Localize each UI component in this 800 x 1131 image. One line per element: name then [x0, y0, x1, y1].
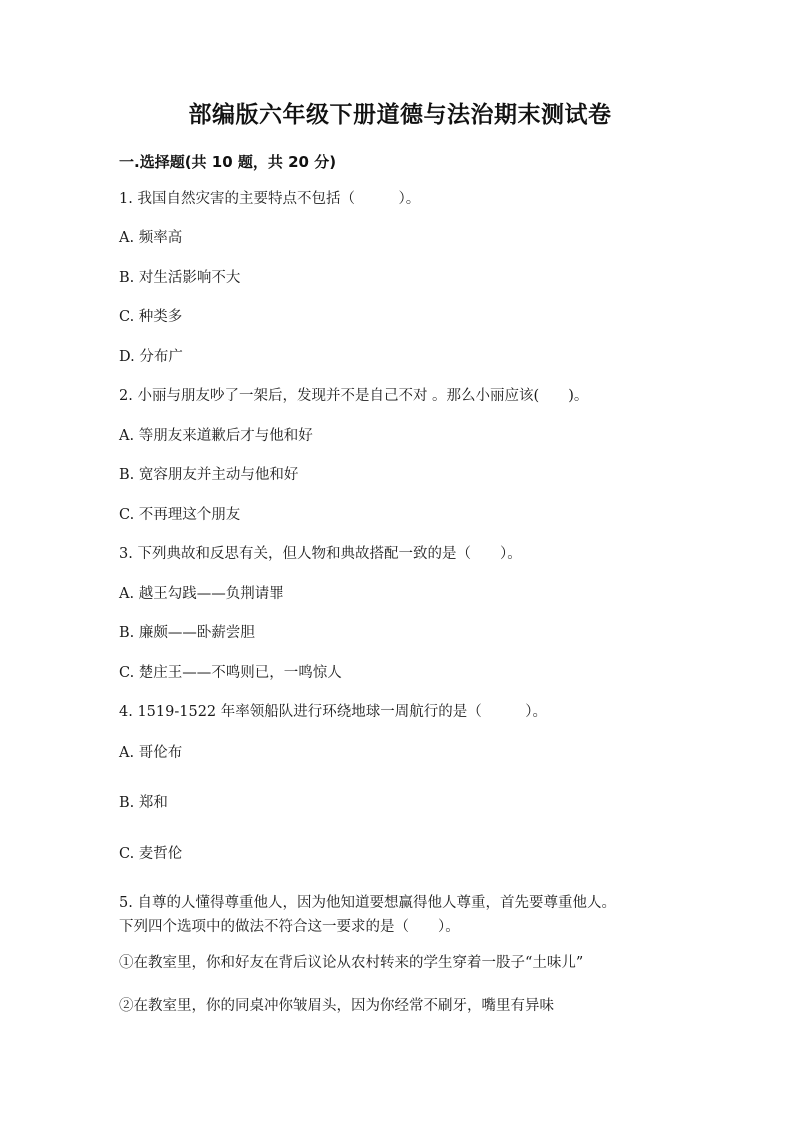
- question-2-stem: 2. 小丽与朋友吵了一架后，发现并不是自己不对 。那么小丽应该( )。: [119, 388, 589, 404]
- question-4-option-c: C. 麦哲伦: [119, 846, 183, 862]
- question-5-item-2: ②在教室里，你的同桌冲你皱眉头，因为你经常不刷牙，嘴里有异味: [119, 998, 554, 1014]
- question-4-option-a: A. 哥伦布: [119, 745, 183, 761]
- question-1-stem: 1. 我国自然灾害的主要特点不包括（ ）。: [119, 191, 421, 207]
- question-1-option-a: A. 频率高: [119, 230, 183, 246]
- page-title: 部编版六年级下册道德与法治期末测试卷: [188, 102, 612, 128]
- question-1-option-c: C. 种类多: [119, 309, 183, 325]
- question-3-option-a: A. 越王勾践——负荆请罪: [119, 586, 284, 602]
- question-2-option-a: A. 等朋友来道歉后才与他和好: [119, 428, 313, 444]
- question-1-option-b: B. 对生活影响不大: [119, 270, 241, 286]
- question-1-option-d: D. 分布广: [119, 349, 183, 365]
- question-4-stem: 4. 1519-1522 年率领船队进行环绕地球一周航行的是（ ）。: [119, 704, 548, 720]
- question-3-stem: 3. 下列典故和反思有关，但人物和典故搭配一致的是（ ）。: [119, 546, 522, 562]
- question-5-item-1: ①在教室里，你和好友在背后议论从农村转来的学生穿着一股子“土味儿”: [119, 955, 584, 971]
- question-4-option-b: B. 郑和: [119, 795, 168, 811]
- question-3-option-b: B. 廉颇——卧薪尝胆: [119, 625, 255, 641]
- question-5-stem-line-1: 5. 自尊的人懂得尊重他人，因为他知道要想赢得他人尊重，首先要尊重他人。: [119, 895, 616, 911]
- section-heading: 一.选择题(共 10 题，共 20 分): [119, 153, 337, 171]
- question-2-option-c: C. 不再理这个朋友: [119, 507, 241, 523]
- question-5-stem-line-2: 下列四个选项中的做法不符合这一要求的是（ ）。: [119, 919, 460, 935]
- question-2-option-b: B. 宽容朋友并主动与他和好: [119, 467, 299, 483]
- question-3-option-c: C. 楚庄王——不鸣则已，一鸣惊人: [119, 665, 342, 681]
